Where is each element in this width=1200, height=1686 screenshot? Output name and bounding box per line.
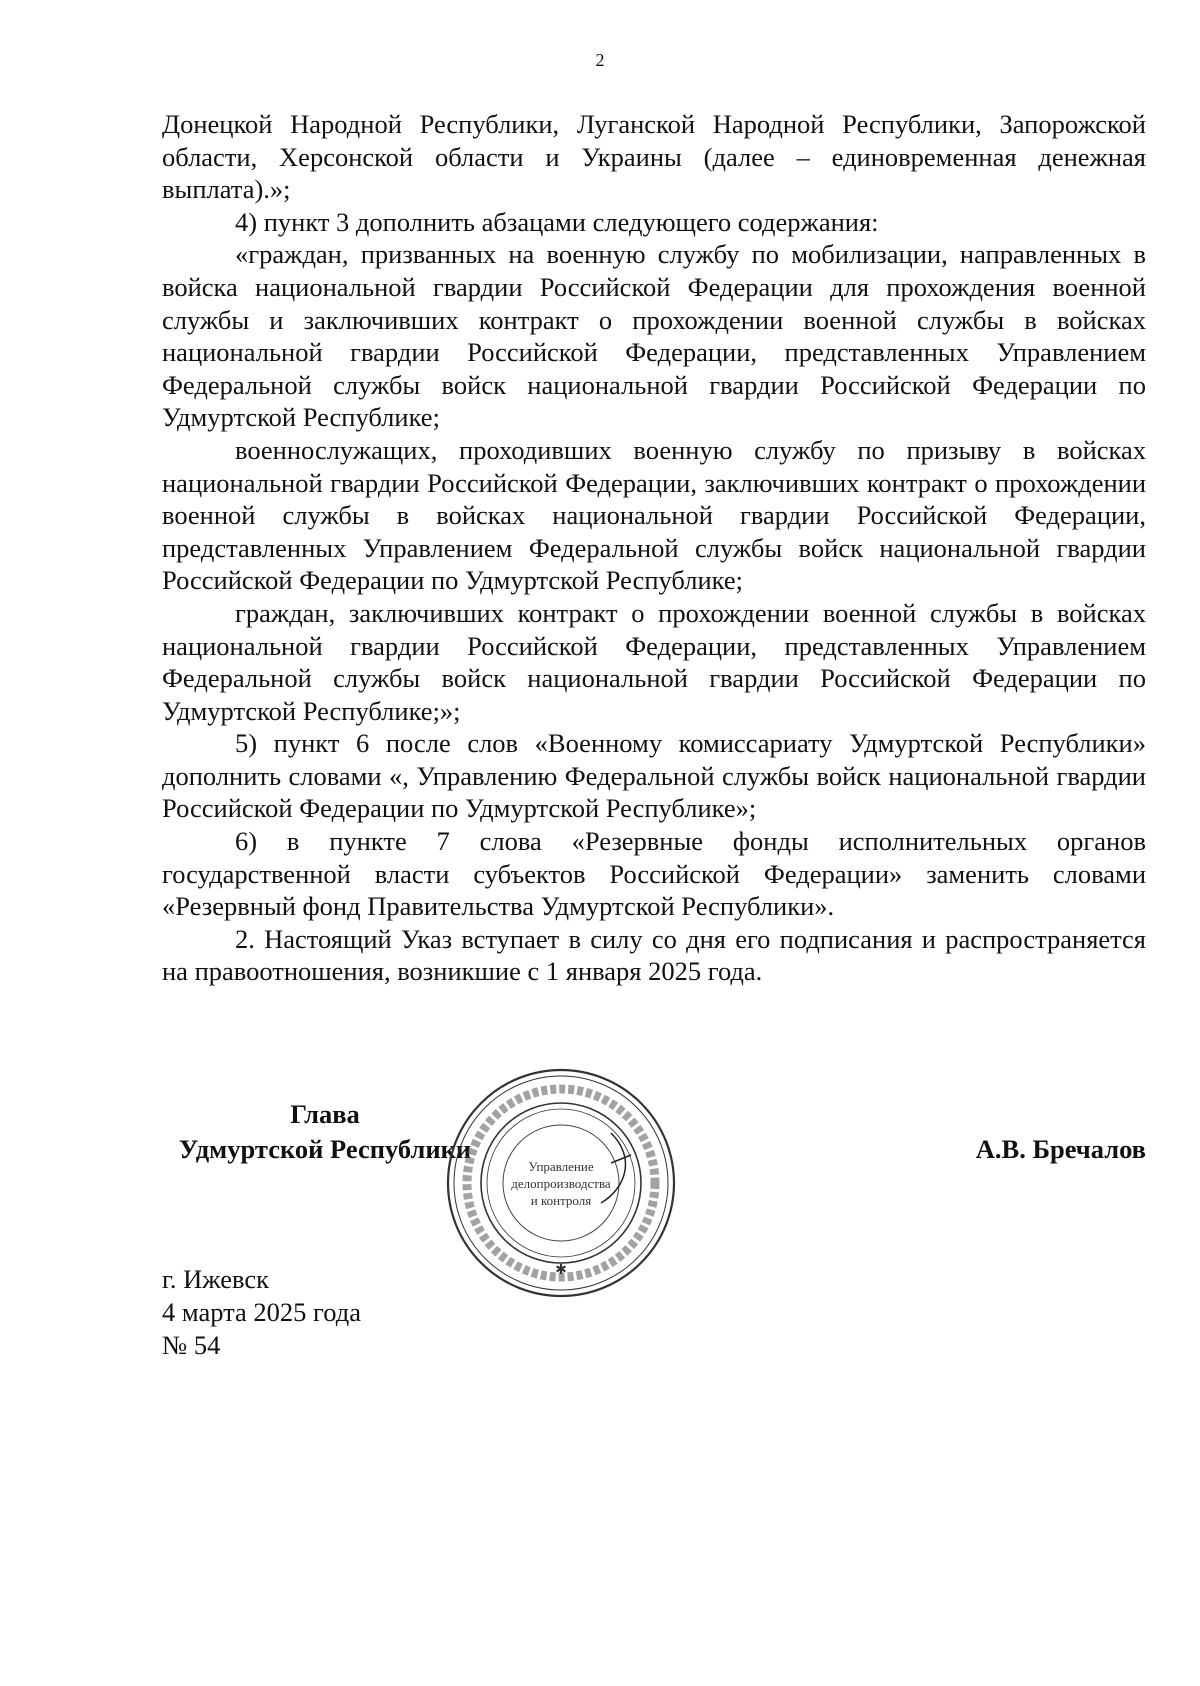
paragraph-continuation: Донецкой Народной Республики, Луганской Народной Республики, Запорожской области, Херсонской области и Украины (далее – единовременная денежная выплата).»; bbox=[162, 109, 1146, 205]
paragraph-item-4: 4) пункт 3 дополнить абзацами следующего содержания: bbox=[235, 206, 879, 237]
signatory-title-line2: Удмуртской Республики bbox=[178, 1134, 472, 1164]
seal-center-line2: делопроизводства bbox=[511, 1176, 611, 1191]
paragraph-clause-2: 2. Настоящий Указ вступает в силу со дня его подписания и распространяется на правоотношения, возникшие с 1 января 2025 года. bbox=[162, 923, 1146, 987]
paragraph-item-6: 6) в пункте 7 слова «Резервные фонды исполнительных органов государственной власти субъектов Российской Федерации» заменить словами «Резервный фонд Правительства Удмуртской Республики». bbox=[162, 826, 1146, 922]
document-body bbox=[162, 108, 1146, 988]
paragraph-citizens-contract: граждан, заключивших контракт о прохождении военной службы в войсках национальной гвардии Российской Федерации, представленных Управлением Федеральной службы войск национальной гвардии Российской Федерации по Удмуртской Республике;»; bbox=[162, 597, 1146, 726]
document-date: 4 марта 2025 года bbox=[162, 1297, 361, 1327]
seal-center-line1: Управление bbox=[528, 1159, 594, 1174]
signature-stroke bbox=[601, 1133, 631, 1203]
seal-center-line3: и контроля bbox=[530, 1193, 592, 1208]
page-number: 2 bbox=[595, 50, 605, 70]
document-footer bbox=[162, 1263, 361, 1362]
document-number: № 54 bbox=[162, 1330, 221, 1360]
signatory-name: А.В. Бречалов bbox=[975, 1134, 1146, 1164]
document-city: г. Ижевск bbox=[162, 1264, 269, 1294]
signatory-title-line1: Глава bbox=[290, 1099, 360, 1129]
paragraph-citizens-mobilized: «граждан, призванных на военную службу по мобилизации, направленных в войска национальной гвардии Российской Федерации для прохождения военной службы и заключивших контракт о прохождении военной службы в войсках национальной гвардии Российской Федерации, представленных Управлением Федеральной службы войск национальной гвардии Российской Федерации по Удмуртской Республике; bbox=[162, 239, 1146, 433]
paragraph-item-5: 5) пункт 6 после слов «Военному комиссариату Удмуртской Республики» дополнить словами «, Управлению Федеральной службы войск национальной гвардии Российской Федерации по Удмуртской Республике»; bbox=[162, 728, 1146, 824]
official-seal bbox=[441, 1063, 681, 1303]
seal-star-icon: ✱ bbox=[555, 1263, 567, 1278]
paragraph-servicemen-conscripts: военнослужащих, проходивших военную службу по призыву в войсках национальной гвардии Российской Федерации, заключивших контракт о прохождении военной службы в войсках национальной гвардии Российской Федерации, представленных Управлением Федеральной службы войск национальной гвардии Российской Федерации по Удмуртской Республике; bbox=[162, 434, 1146, 596]
